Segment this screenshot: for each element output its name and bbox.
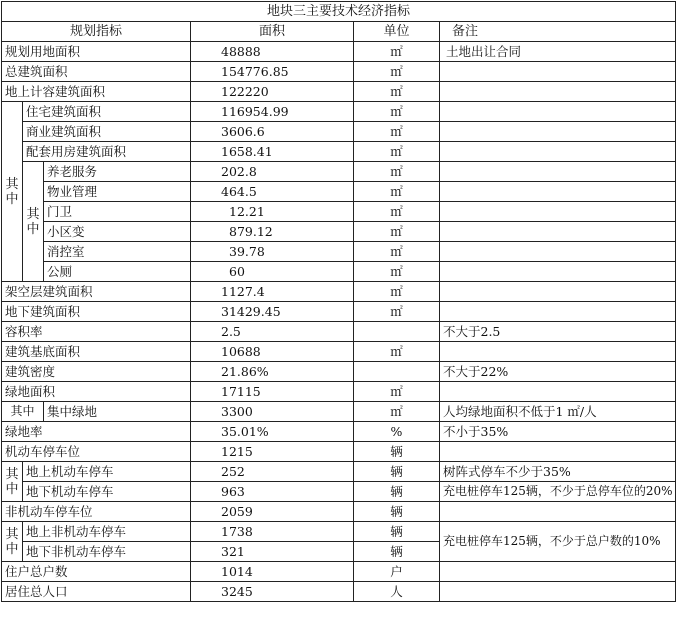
row-value: 21.86% [191,362,354,382]
table-row [2,102,676,122]
row-label: 住宅建筑面积 [23,102,191,122]
table-row [2,582,676,602]
row-value: 48888 [191,42,354,62]
row-value: 1127.4 [191,282,354,302]
row-unit: 人 [354,582,440,602]
row-unit: 辆 [354,442,440,462]
row-label: 建筑密度 [2,362,191,382]
row-note [440,502,676,522]
row-note [440,342,676,362]
row-note [440,282,676,302]
row-value: 35.01% [191,422,354,442]
row-value: 3300 [191,402,354,422]
row-value: 154776.85 [191,62,354,82]
row-note [440,222,676,242]
row-label: 机动车停车位 [2,442,191,462]
row-unit: ㎡ [354,202,440,222]
table-row [2,342,676,362]
row-unit: ㎡ [354,262,440,282]
row-note [440,242,676,262]
row-value: 60 [191,262,354,282]
row-value: 17115 [191,382,354,402]
table-row [2,302,676,322]
row-label: 架空层建筑面积 [2,282,191,302]
row-value: 3606.6 [191,122,354,142]
table-row [2,362,676,382]
table-row [2,62,676,82]
row-label: 绿地率 [2,422,191,442]
row-note [440,162,676,182]
row-note [440,182,676,202]
qizhong-label-green: 其中 [2,402,44,422]
row-label: 总建筑面积 [2,62,191,82]
row-note: 充电桩停车125辆，不少于总户数的10% [440,522,676,562]
row-value: 1215 [191,442,354,462]
row-label: 绿地面积 [2,382,191,402]
row-value: 963 [191,482,354,502]
row-unit: 户 [354,562,440,582]
row-unit: ㎡ [354,402,440,422]
row-unit: % [354,422,440,442]
title-row [2,2,676,22]
row-label: 规划用地面积 [2,42,191,62]
row-value: 464.5 [191,182,354,202]
row-unit [354,322,440,342]
row-unit: ㎡ [354,222,440,242]
row-label: 小区变 [44,222,191,242]
table-row [2,182,676,202]
row-unit: ㎡ [354,182,440,202]
row-note: 不小于35% [440,422,676,442]
row-note [440,562,676,582]
row-note: 充电桩停车125辆，不少于总停车位的20% [440,482,676,502]
table-row [2,442,676,462]
header-item: 规划指标 [2,22,191,42]
header-area: 面积 [191,22,354,42]
row-unit: 辆 [354,522,440,542]
header-row [2,22,676,42]
row-value: 1014 [191,562,354,582]
row-note [440,582,676,602]
row-unit: ㎡ [354,42,440,62]
table-row [2,482,676,502]
row-label: 物业管理 [44,182,191,202]
row-note [440,122,676,142]
indicator-table [1,1,676,602]
table-row [2,322,676,342]
row-label: 地下建筑面积 [2,302,191,322]
row-label: 建筑基底面积 [2,342,191,362]
row-label: 非机动车停车位 [2,502,191,522]
row-value: 1658.41 [191,142,354,162]
table-row [2,402,676,422]
table-row [2,202,676,222]
row-label: 公厕 [44,262,191,282]
row-value: 31429.45 [191,302,354,322]
table-row [2,382,676,402]
row-value: 12.21 [191,202,354,222]
table-row [2,502,676,522]
row-label: 配套用房建筑面积 [23,142,191,162]
row-note [440,262,676,282]
row-unit: ㎡ [354,382,440,402]
row-unit: 辆 [354,462,440,482]
row-label: 地上计容建筑面积 [2,82,191,102]
table-row [2,142,676,162]
row-note [440,62,676,82]
row-note: 不大于2.5 [440,322,676,342]
row-unit: ㎡ [354,282,440,302]
row-unit: ㎡ [354,102,440,122]
table-row [2,282,676,302]
table-row [2,122,676,142]
row-note [440,202,676,222]
row-note: 树阵式停车不少于35% [440,462,676,482]
row-unit: 辆 [354,502,440,522]
row-value: 202.8 [191,162,354,182]
row-value: 252 [191,462,354,482]
row-label: 门卫 [44,202,191,222]
header-unit: 单位 [354,22,440,42]
table-row [2,562,676,582]
row-value: 2059 [191,502,354,522]
table-row [2,42,676,62]
row-note [440,82,676,102]
row-unit: ㎡ [354,242,440,262]
row-unit [354,362,440,382]
row-note [440,442,676,462]
row-value: 879.12 [191,222,354,242]
row-note: 不大于22% [440,362,676,382]
row-label: 集中绿地 [44,402,191,422]
qizhong-label-outer: 其中 [2,102,23,282]
row-value: 116954.99 [191,102,354,122]
row-label: 容积率 [2,322,191,342]
table-row [2,222,676,242]
row-note: 土地出让合同 [440,42,676,62]
row-note [440,302,676,322]
header-note: 备注 [440,22,676,42]
row-unit: ㎡ [354,122,440,142]
row-note: 人均绿地面积不低于1 ㎡/人 [440,402,676,422]
row-label: 消控室 [44,242,191,262]
row-value: 321 [191,542,354,562]
table-title: 地块三主要技术经济指标 [2,2,676,22]
row-unit: ㎡ [354,162,440,182]
row-unit: ㎡ [354,82,440,102]
table-row [2,462,676,482]
row-note [440,102,676,122]
row-value: 2.5 [191,322,354,342]
table-row [2,82,676,102]
row-label: 居住总人口 [2,582,191,602]
row-unit: ㎡ [354,302,440,322]
row-unit: ㎡ [354,142,440,162]
row-note [440,382,676,402]
row-label: 地下机动车停车 [23,482,191,502]
table-row [2,422,676,442]
row-value: 1738 [191,522,354,542]
qizhong-label-motor: 其中 [2,462,23,502]
row-value: 3245 [191,582,354,602]
row-label: 地上非机动车停车 [23,522,191,542]
table-row [2,162,676,182]
table-row [2,262,676,282]
row-value: 122220 [191,82,354,102]
table-row [2,242,676,262]
row-value: 39.78 [191,242,354,262]
qizhong-label-inner: 其中 [23,162,44,282]
row-unit: 辆 [354,542,440,562]
row-label: 养老服务 [44,162,191,182]
row-label: 地上机动车停车 [23,462,191,482]
row-note [440,142,676,162]
row-unit: ㎡ [354,342,440,362]
row-value: 10688 [191,342,354,362]
row-label: 地下非机动车停车 [23,542,191,562]
row-unit: ㎡ [354,62,440,82]
row-label: 商业建筑面积 [23,122,191,142]
row-unit: 辆 [354,482,440,502]
row-label: 住户总户数 [2,562,191,582]
table-row [2,522,676,542]
qizhong-label-nonmotor: 其中 [2,522,23,562]
